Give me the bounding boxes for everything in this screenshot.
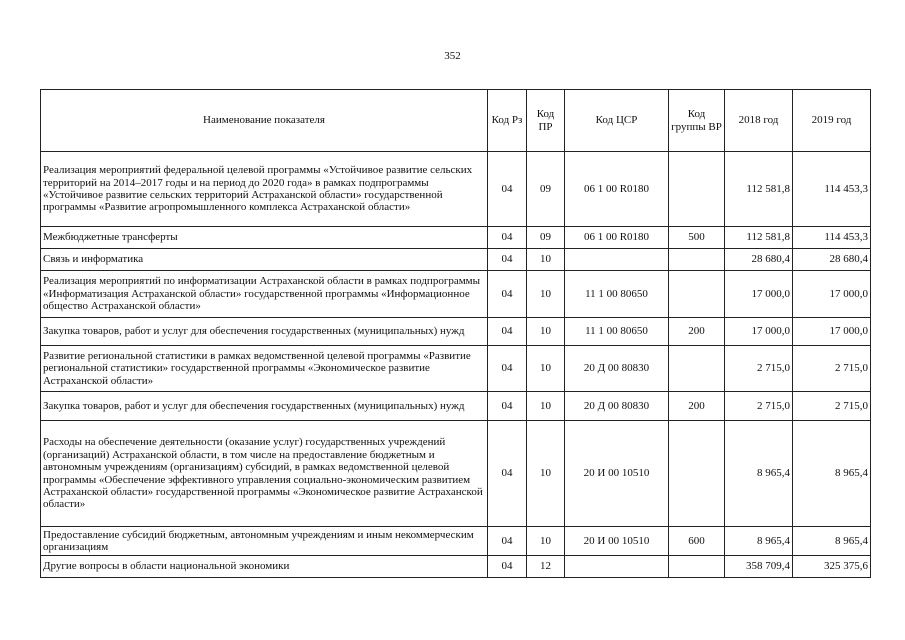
row-vr [669,421,725,527]
row-2018: 112 581,8 [725,152,793,227]
row-csr: 11 1 00 80650 [565,318,669,346]
row-csr: 11 1 00 80650 [565,271,669,318]
table-row [41,421,871,527]
row-2019: 28 680,4 [793,249,871,271]
table-row [41,346,871,392]
row-2018: 112 581,8 [725,227,793,249]
row-2018: 17 000,0 [725,271,793,318]
row-csr: 20 И 00 10510 [565,421,669,527]
budget-table [40,89,871,578]
row-name: Развитие региональной статистики в рамках ведомственной целевой программы «Развитие региональной статистики» государственной программы «Экономическое развитие Астраханской области» [41,346,488,392]
row-rz: 04 [488,556,527,578]
row-rz: 04 [488,346,527,392]
row-name: Межбюджетные трансферты [41,227,488,249]
row-pr: 09 [527,152,565,227]
row-rz: 04 [488,249,527,271]
row-vr: 200 [669,392,725,421]
table-row [41,152,871,227]
row-csr [565,556,669,578]
table-row [41,227,871,249]
row-name: Закупка товаров, работ и услуг для обеспечения государственных (муниципальных) нужд [41,392,488,421]
row-2019: 17 000,0 [793,318,871,346]
row-name: Расходы на обеспечение деятельности (оказание услуг) государственных учреждений (организаций) Астраханской области, в том числе на предоставление бюджетным и автономным учреждениям (организациям) субсидий, в рамках ведомственной целевой программы «Обеспечение эффективного управления социально-экономическим развитием Астраханской области» государственной программы «Экономическое развитие Астраханской области» [41,421,488,527]
row-pr: 10 [527,421,565,527]
header-2019: 2019 год [793,90,871,152]
row-csr: 20 Д 00 80830 [565,346,669,392]
row-pr: 10 [527,346,565,392]
table-row [41,318,871,346]
row-2018: 2 715,0 [725,392,793,421]
row-name: Реализация мероприятий по информатизации Астраханской области в рамках подпрограммы «Информатизация Астраханской области» государственной программы «Информационное общество Астраханской области» [41,271,488,318]
table-row [41,527,871,556]
row-csr: 06 1 00 R0180 [565,227,669,249]
row-pr: 10 [527,318,565,346]
row-2019: 8 965,4 [793,421,871,527]
row-rz: 04 [488,421,527,527]
row-name: Другие вопросы в области национальной экономики [41,556,488,578]
row-vr [669,556,725,578]
row-rz: 04 [488,227,527,249]
table-row [41,271,871,318]
row-csr [565,249,669,271]
row-2019: 2 715,0 [793,392,871,421]
row-csr: 20 И 00 10510 [565,527,669,556]
header-pr: Код ПР [527,90,565,152]
row-vr [669,249,725,271]
row-vr: 200 [669,318,725,346]
row-vr [669,346,725,392]
table-row [41,556,871,578]
row-2018: 28 680,4 [725,249,793,271]
row-vr [669,271,725,318]
row-2019: 325 375,6 [793,556,871,578]
header-name: Наименование показателя [41,90,488,152]
row-vr: 500 [669,227,725,249]
row-rz: 04 [488,527,527,556]
row-2019: 8 965,4 [793,527,871,556]
row-2018: 8 965,4 [725,421,793,527]
row-2019: 114 453,3 [793,227,871,249]
row-rz: 04 [488,271,527,318]
page-number: 352 [444,50,461,62]
table-row [41,392,871,421]
row-2019: 17 000,0 [793,271,871,318]
header-csr: Код ЦСР [565,90,669,152]
row-rz: 04 [488,152,527,227]
row-2019: 2 715,0 [793,346,871,392]
row-pr: 09 [527,227,565,249]
row-pr: 10 [527,271,565,318]
row-vr: 600 [669,527,725,556]
row-csr: 20 Д 00 80830 [565,392,669,421]
row-name: Связь и информатика [41,249,488,271]
row-2018: 8 965,4 [725,527,793,556]
row-name: Закупка товаров, работ и услуг для обеспечения государственных (муниципальных) нужд [41,318,488,346]
row-2018: 17 000,0 [725,318,793,346]
row-rz: 04 [488,392,527,421]
row-2019: 114 453,3 [793,152,871,227]
row-name: Предоставление субсидий бюджетным, автономным учреждениям и иным некоммерческим организациям [41,527,488,556]
row-name: Реализация мероприятий федеральной целевой программы «Устойчивое развитие сельских территорий на 2014–2017 годы и на период до 2020 года» в рамках подпрограммы «Устойчивое развитие сельских территорий Астраханской области» государственной программы «Развитие агропромышленного комплекса Астраханской области» [41,152,488,227]
table-header-row [41,90,871,152]
row-pr: 10 [527,527,565,556]
row-2018: 2 715,0 [725,346,793,392]
row-vr [669,152,725,227]
row-pr: 10 [527,249,565,271]
header-vr: Код группы ВР [669,90,725,152]
table-row [41,249,871,271]
row-2018: 358 709,4 [725,556,793,578]
row-rz: 04 [488,318,527,346]
row-pr: 10 [527,392,565,421]
row-csr: 06 1 00 R0180 [565,152,669,227]
header-rz: Код Рз [488,90,527,152]
row-pr: 12 [527,556,565,578]
header-2018: 2018 год [725,90,793,152]
